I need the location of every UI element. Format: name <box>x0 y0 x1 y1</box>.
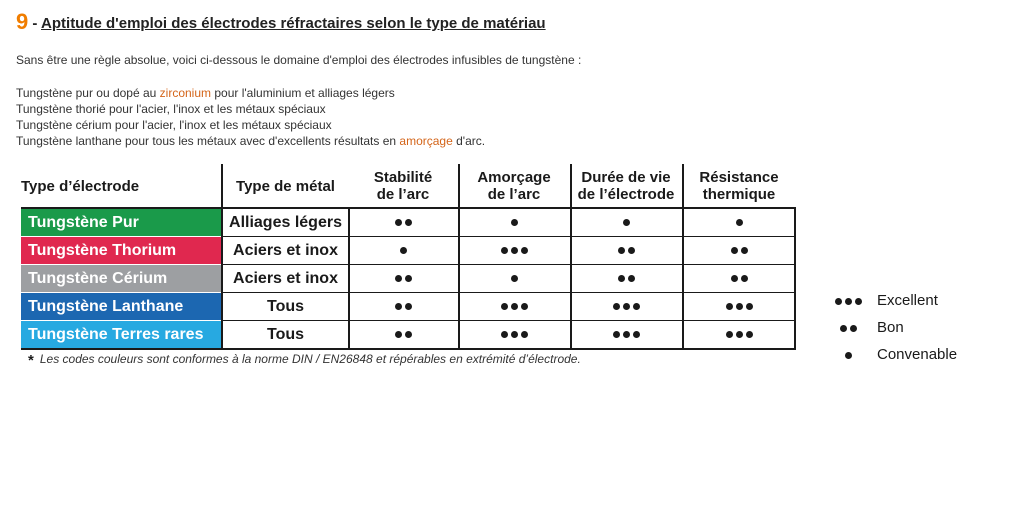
rating-dot-icon <box>405 303 412 310</box>
rating-dot-icon <box>731 275 738 282</box>
rating-dot-icon <box>855 298 862 305</box>
column-divider <box>348 208 350 350</box>
note-text: Les codes couleurs sont conformes à la norme DIN / EN26848 et répérables en extrémité d’électrode. <box>39 352 581 366</box>
thermal-rating <box>682 321 796 348</box>
electrode-type-cell: Tungstène Lanthane <box>21 293 221 320</box>
legend-dots <box>828 344 868 366</box>
rating-dot-icon <box>736 219 743 226</box>
legend-item <box>828 290 988 312</box>
metal-type-cell: Tous <box>266 326 305 343</box>
zirconium-link[interactable]: zirconium <box>159 86 212 100</box>
rating-dot-icon <box>395 275 402 282</box>
lifetime-rating <box>570 265 682 292</box>
rating-dot-icon <box>405 331 412 338</box>
rating-dot-icon <box>501 331 508 338</box>
header-electrode-type-label: Type d’électrode <box>21 177 140 195</box>
electrode-type-cell: Tungstène Terres rares <box>21 321 221 348</box>
rating-dot-icon <box>405 275 412 282</box>
rating-dot-icon <box>511 219 518 226</box>
rating-dot-icon <box>741 275 748 282</box>
stability-rating <box>348 293 458 320</box>
metal-type-cell: Aciers et inox <box>233 270 338 287</box>
lifetime-rating <box>570 237 682 264</box>
rating-dot-icon <box>618 247 625 254</box>
usage-line-text: d'arc. <box>452 134 486 148</box>
rating-dot-icon <box>726 303 733 310</box>
usage-line <box>16 85 485 101</box>
rating-dot-icon <box>613 331 620 338</box>
rating-dot-icon <box>736 303 743 310</box>
lifetime-rating <box>570 321 682 348</box>
thermal-rating <box>682 237 796 264</box>
column-divider <box>221 164 223 350</box>
rating-dot-icon <box>521 303 528 310</box>
usage-line <box>16 101 485 117</box>
usage-line <box>16 117 485 133</box>
rating-dot-icon <box>618 275 625 282</box>
thermal-rating <box>682 293 796 320</box>
rating-dot-icon <box>741 247 748 254</box>
thermal-rating <box>682 209 796 236</box>
usage-lines <box>16 85 485 149</box>
rating-dot-icon <box>746 303 753 310</box>
rating-dot-icon <box>521 331 528 338</box>
section-heading <box>16 9 546 35</box>
column-divider <box>682 164 684 350</box>
header-divider <box>21 207 796 209</box>
metal-type-cell: Tous <box>266 298 305 315</box>
rating-dot-icon <box>623 303 630 310</box>
rating-dot-icon <box>731 247 738 254</box>
electrode-type-cell: Tungstène Thorium <box>21 237 221 264</box>
rating-dot-icon <box>628 247 635 254</box>
header-arc-ignition: Amorçage de l’arc <box>477 169 551 203</box>
rating-dot-icon <box>623 331 630 338</box>
ignition-rating <box>458 293 570 320</box>
rating-dot-icon <box>521 247 528 254</box>
rating-dot-icon <box>746 331 753 338</box>
header-arc-stability: Stabilité de l’arc <box>373 169 433 203</box>
usage-line-text: Tungstène thorié pour l'acier, l'inox et les métaux spéciaux <box>16 102 326 116</box>
rating-dot-icon <box>511 247 518 254</box>
rating-dot-icon <box>395 331 402 338</box>
rating-dot-icon <box>845 298 852 305</box>
section-number: 9 <box>16 9 29 34</box>
rating-dot-icon <box>400 247 407 254</box>
usage-line-text: Tungstène lanthane pour tous les métaux avec d'excellents résultats en <box>16 134 400 148</box>
ignition-rating <box>458 265 570 292</box>
usage-line <box>16 133 485 149</box>
stability-rating <box>348 265 458 292</box>
note-asterisk: * <box>28 352 34 369</box>
rating-dot-icon <box>511 331 518 338</box>
section-title: Aptitude d'emploi des électrodes réfractaires selon le type de matériau <box>41 15 546 32</box>
rating-dot-icon <box>633 303 640 310</box>
rating-dot-icon <box>845 352 852 359</box>
rating-dot-icon <box>395 303 402 310</box>
electrode-type-cell: Tungstène Cérium <box>21 265 221 292</box>
section-dash: - <box>28 15 42 32</box>
column-divider <box>794 208 796 350</box>
metal-type-cell: Aciers et inox <box>233 242 338 259</box>
rating-dot-icon <box>726 331 733 338</box>
usage-line-text: Tungstène pur ou dopé au <box>16 86 160 100</box>
header-metal-type-label: Type de métal <box>236 177 335 195</box>
table-bottom-border <box>21 348 796 350</box>
column-divider <box>458 164 460 350</box>
electrode-type-cell: Tungstène Pur <box>21 209 221 236</box>
rating-dot-icon <box>395 219 402 226</box>
column-divider <box>570 164 572 350</box>
electrode-table <box>21 164 796 350</box>
usage-line-text: pour l'aluminium et alliages légers <box>211 86 395 100</box>
ignition-rating <box>458 237 570 264</box>
legend-label: Bon <box>877 319 904 336</box>
thermal-rating <box>682 265 796 292</box>
stability-rating <box>348 237 458 264</box>
rating-dot-icon <box>501 247 508 254</box>
rating-dot-icon <box>501 303 508 310</box>
rating-dot-icon <box>835 298 842 305</box>
rating-dot-icon <box>511 303 518 310</box>
intro-text: Sans être une règle absolue, voici ci-dessous le domaine d'emploi des électrodes infusibles de tungstène : <box>16 53 582 67</box>
metal-type-cell: Alliages légers <box>229 214 342 231</box>
header-metal-type <box>223 164 348 208</box>
usage-line-text: Tungstène cérium pour l'acier, l'inox et les métaux spéciaux <box>16 118 332 132</box>
amorcage-link[interactable]: amorçage <box>399 134 453 148</box>
rating-dot-icon <box>613 303 620 310</box>
rating-dot-icon <box>850 325 857 332</box>
header-electrode-type <box>21 164 221 208</box>
rating-dot-icon <box>628 275 635 282</box>
legend-label: Convenable <box>877 346 958 363</box>
legend-item <box>828 344 988 366</box>
ignition-rating <box>458 209 570 236</box>
rating-dot-icon <box>633 331 640 338</box>
legend-dots <box>828 317 868 339</box>
ignition-rating <box>458 321 570 348</box>
rating-dot-icon <box>736 331 743 338</box>
rating-dot-icon <box>840 325 847 332</box>
color-code-note <box>28 352 581 369</box>
rating-dot-icon <box>405 219 412 226</box>
legend-item <box>828 317 988 339</box>
legend-label: Excellent <box>877 292 938 309</box>
header-thermal-resistance: Résistance thermique <box>699 169 779 203</box>
stability-rating <box>348 209 458 236</box>
legend-dots <box>828 290 868 312</box>
stability-rating <box>348 321 458 348</box>
lifetime-rating <box>570 293 682 320</box>
header-electrode-lifetime: Durée de vie de l’électrode <box>577 169 675 203</box>
lifetime-rating <box>570 209 682 236</box>
rating-dot-icon <box>511 275 518 282</box>
rating-dot-icon <box>623 219 630 226</box>
